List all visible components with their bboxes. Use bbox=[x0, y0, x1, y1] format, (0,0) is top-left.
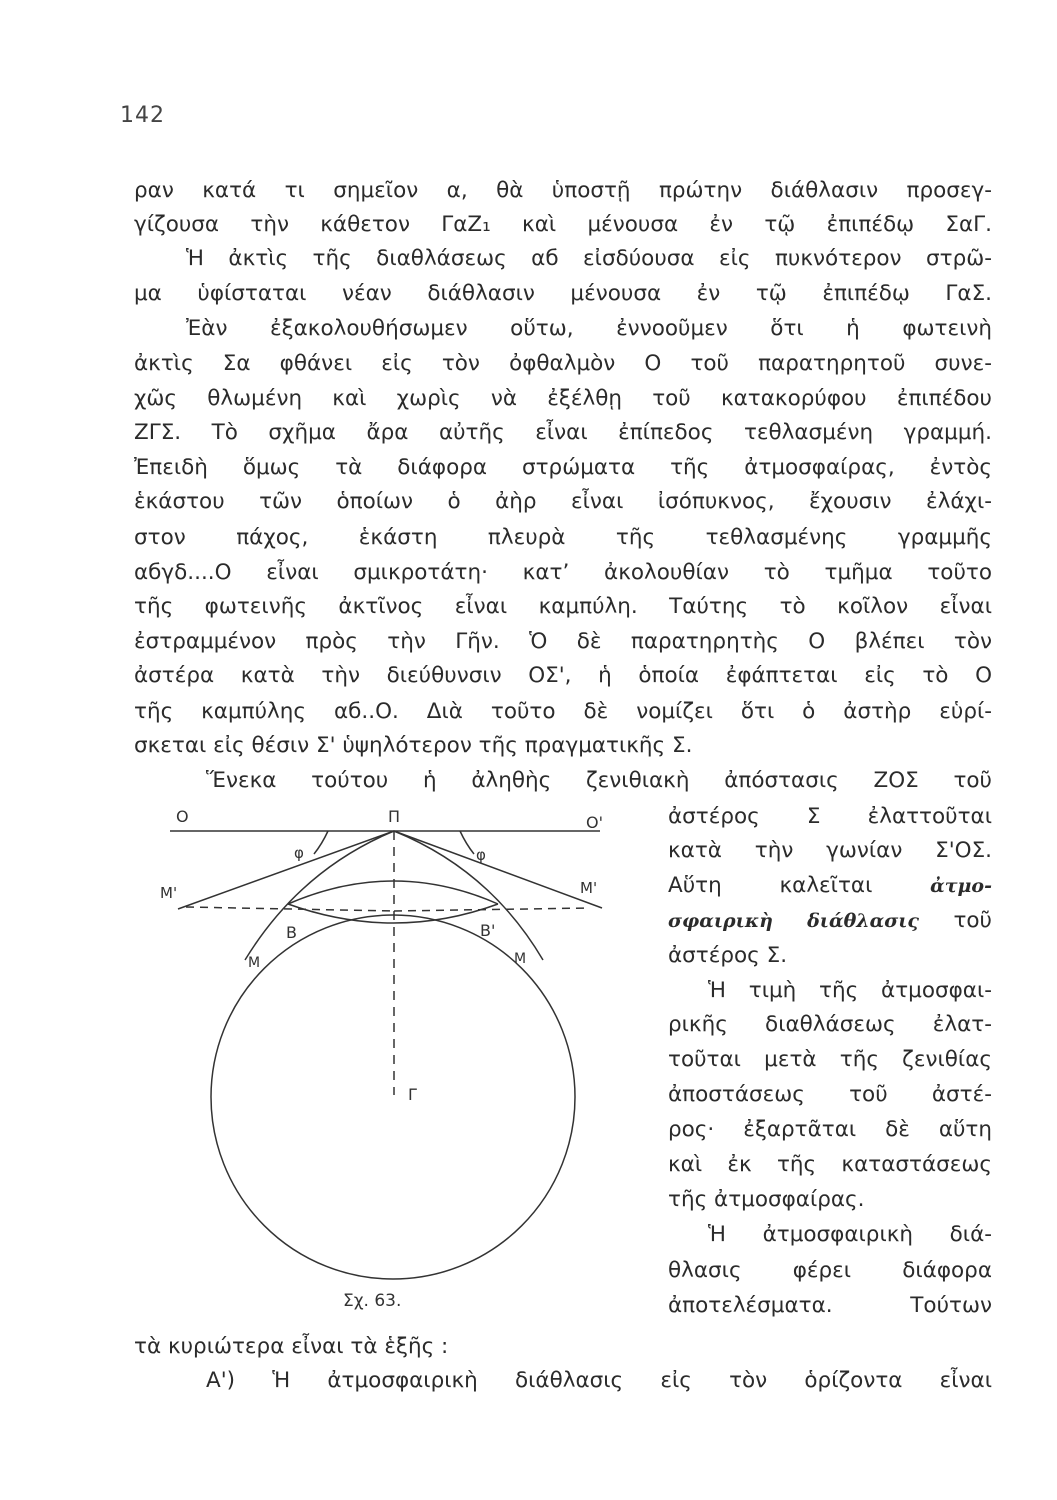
ray-right-curved bbox=[394, 831, 543, 960]
text-line-11: στον πάχος, ἑκάστη πλευρὰ τῆς τεθλασμένης γραμμῆς bbox=[134, 525, 992, 550]
side-line-4 bbox=[668, 910, 992, 932]
label-b-prime: Β' bbox=[480, 921, 496, 940]
tangent-right-dashed bbox=[394, 908, 590, 911]
text-line-5: Ἐὰν ἐξακολουθήσωμεν οὕτω, ἐννοοῦμεν ὅτι ἡ φωτεινὴ bbox=[186, 316, 992, 341]
refraction-figure bbox=[150, 800, 630, 1330]
label-phi-right: φ bbox=[476, 846, 486, 864]
text-line-9: Ἐπειδὴ ὅμως τὰ διάφορα στρώματα τῆς ἀτμοσφαίρας, ἐντὸς bbox=[134, 455, 992, 480]
text-line-15: ἀστέρα κατὰ τὴν διεύθυνσιν ΟΣ', ἡ ὁποία ἐφάπτεται εἰς τὸ Ο bbox=[134, 663, 992, 688]
text-line-17: σκεται εἰς θέσιν Σ' ὑψηλότερον τῆς πραγματικῆς Σ. bbox=[134, 733, 693, 758]
text-line-2: γίζουσα τὴν κάθετον ΓαΖ₁ καὶ μένουσα ἐν τῷ ἐπιπέδῳ ΣαΓ. bbox=[134, 212, 992, 237]
side-line-2: κατὰ τὴν γωνίαν Σ'ΟΣ. bbox=[668, 838, 992, 863]
angle-arc-left bbox=[314, 831, 328, 854]
figure-caption: Σχ. 63. bbox=[343, 1291, 402, 1311]
ray-left-curved bbox=[245, 831, 394, 960]
side-line-14: θλασις φέρει διάφορα bbox=[668, 1258, 992, 1283]
text-line-4: μα ὑφίσταται νέαν διάθλασιν μένουσα ἐν τῷ ἐπιπέδῳ ΓαΣ. bbox=[134, 281, 992, 306]
text-line-1: ραν κατά τι σημεῖον α, θὰ ὑποστῇ πρώτην διάθλασιν προσεγ- bbox=[134, 178, 992, 203]
side-line-15: ἀποτελέσματα. Τούτων bbox=[668, 1293, 992, 1318]
side-line-7: ρικῆς διαθλάσεως ἐλατ- bbox=[668, 1012, 992, 1037]
label-o-right: Ο' bbox=[586, 813, 603, 832]
label-m-prime-left: Μ' bbox=[160, 884, 178, 902]
side-line-12: τῆς ἀτμοσφαίρας. bbox=[668, 1187, 865, 1212]
side-line-13: Ἡ ἀτμοσφαιρικὴ διά- bbox=[708, 1222, 992, 1247]
side-line-3b: ἀτμο- bbox=[930, 875, 992, 897]
ray-left-straight bbox=[178, 831, 394, 909]
label-m-left: Μ bbox=[248, 955, 261, 971]
label-gamma: Γ bbox=[408, 1085, 417, 1104]
label-m-right: Μ bbox=[514, 951, 527, 967]
text-line-18: Ἕνεκα τούτου ἡ ἀληθὴς ζενιθιακὴ ἀπόστασις ΖΟΣ τοῦ bbox=[206, 768, 992, 793]
text-line-7: χῶς θλωμένη καὶ χωρὶς νὰ ἐξέλθῃ τοῦ κατακορύφου ἐπιπέδου bbox=[134, 386, 992, 411]
side-line-9: ἀποστάσεως τοῦ ἀστέ- bbox=[668, 1082, 992, 1107]
side-line-10: ρος· ἐξαρτᾶται δὲ αὕτη bbox=[668, 1117, 992, 1142]
text-line-3: Ἡ ἀκτὶς τῆς διαθλάσεως αб εἰσδύουσα εἰς πυκνότερον στρῶ- bbox=[186, 246, 992, 271]
side-line-4a: σφαιρικὴ διάθλασις bbox=[668, 910, 919, 932]
upper-arc bbox=[288, 881, 498, 904]
text-line-16: τῆς καμπύλης αб..Ο. Διὰ τοῦτο δὲ νομίζει ὅτι ὁ ἀστὴρ εὑρί- bbox=[134, 699, 992, 724]
side-line-11: καὶ ἐκ τῆς καταστάσεως bbox=[668, 1152, 992, 1177]
label-phi-left: φ bbox=[294, 844, 304, 862]
bottom-line-2: Α') Ἡ ἀτμοσφαιρικὴ διάθλασις εἰς τὸν ὁρίζοντα εἶναι bbox=[206, 1368, 992, 1393]
side-line-3 bbox=[668, 875, 992, 897]
lower-arc bbox=[288, 904, 498, 923]
earth-circle bbox=[211, 915, 575, 1279]
text-line-14: ἐστραμμένον πρὸς τὴν Γῆν. Ὁ δὲ παρατηρητὴς Ο βλέπει τὸν bbox=[134, 629, 992, 654]
label-p-top: Π bbox=[388, 807, 401, 826]
ray-right-straight bbox=[394, 831, 602, 908]
side-line-3a: Αὕτη καλεῖται bbox=[668, 873, 873, 898]
text-line-10: ἑκάστου τῶν ὁποίων ὁ ἀὴρ εἶναι ἰσόπυκνος, ἔχουσιν ἐλάχι- bbox=[134, 489, 992, 514]
label-b-left: Β bbox=[286, 923, 297, 942]
side-line-4b: τοῦ bbox=[953, 908, 992, 933]
side-line-8: τοῦται μετὰ τῆς ζενιθίας bbox=[668, 1047, 992, 1072]
bottom-line-1: τὰ κυριώτερα εἶναι τὰ ἑξῆς : bbox=[134, 1334, 449, 1359]
page-number: 142 bbox=[120, 103, 165, 128]
text-line-12: αбγδ....Ο εἶναι σμικροτάτη· κατ’ ἀκολουθίαν τὸ τμῆμα τοῦτο bbox=[134, 560, 992, 585]
side-line-6: Ἡ τιμὴ τῆς ἀτμοσφαι- bbox=[708, 978, 992, 1003]
side-line-5: ἀστέρος Σ. bbox=[668, 943, 788, 968]
text-line-8: ΖΓΣ. Τὸ σχῆμα ἄρα αὐτῆς εἶναι ἐπίπεδος τεθλασμένη γραμμή. bbox=[134, 420, 992, 445]
angle-arc-right bbox=[460, 831, 474, 854]
tangent-left-dashed bbox=[186, 907, 394, 911]
text-line-13: τῆς φωτεινῆς ἀκτῖνος εἶναι καμπύλη. Ταύτης τὸ κοῖλον εἶναι bbox=[134, 594, 992, 619]
text-line-6: ἀκτὶς Σα φθάνει εἰς τὸν ὀφθαλμὸν Ο τοῦ παρατηρητοῦ συνε- bbox=[134, 351, 992, 376]
label-m-prime-right: Μ' bbox=[580, 879, 598, 897]
side-line-1: ἀστέρος Σ ἐλαττοῦται bbox=[668, 804, 992, 829]
label-o-left: Ο bbox=[176, 807, 189, 826]
